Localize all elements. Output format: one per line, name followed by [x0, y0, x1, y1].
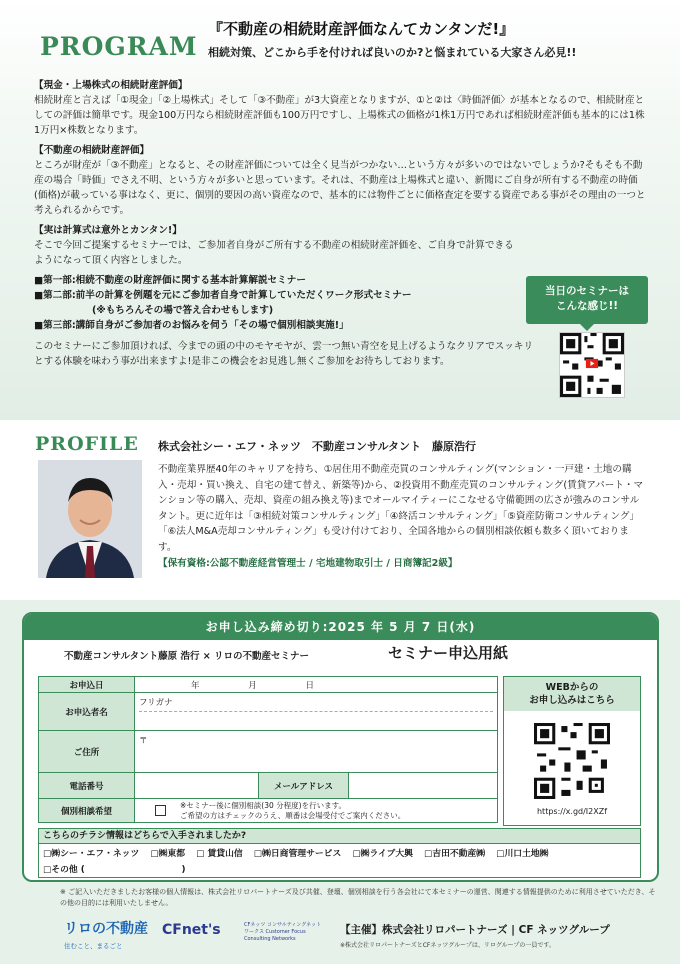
section-title: 【実は計算式は意外とカンタン!】	[34, 225, 182, 236]
furigana-label: フリガナ	[139, 696, 493, 712]
qualifications: 【保有資格:公認不動産経営管理士 / 宅地建物取引士 / 日商簿記2級】	[158, 557, 458, 569]
callout-line: こんな感じ!!	[555, 300, 619, 312]
application-form-table	[38, 676, 498, 823]
section-text: ところが財産が「③不動産」となると、その財産評価については全く見当がつかない…という方々が多いのではないでしょうか?そもそも不動産の場合「時価」でさえ不明、という方々が多いと思っています。それは、不動産は上場株式と違い、新聞にご自身が所有する不動産の時価(価格)が載っている事はなく、更に、個別的要因の高い資産なので、基本的には物件ごとに価格査定を要する資産である事がその理由の一つと考えられるからです。	[34, 160, 646, 216]
profile-text	[158, 462, 644, 571]
form-title: セミナー申込用紙	[388, 644, 509, 662]
privacy-notice: ※ ご記入いただきましたお客様の個人情報は、株式会社リロパートナーズ及び共催、登壇、個別相談を行う各会社にて本セミナーの運営、関連する情報提供のために利用させていただき、その他の目的には利用いたしません。	[60, 888, 656, 907]
address-label: ご住所	[39, 731, 135, 773]
web-heading-line: WEBからの	[545, 682, 599, 693]
sponsor: 【主催】株式会社リロパートナーズ | CF ネッツグループ	[340, 924, 610, 936]
section-title: 【不動産の相続財産評価】	[34, 145, 150, 156]
web-application-heading	[504, 677, 640, 711]
part-1: ■第一部:相続不動産の財産評価に関する基本計算解説セミナー	[34, 275, 306, 286]
web-heading-line: お申し込みはこちら	[529, 695, 615, 706]
part-3: ■第三部:講師自身がご参加者のお悩みを伺う「その場で個別相談実施!」	[34, 320, 349, 331]
source-question: こちらのチラシ情報はどちらで入手されましたか?	[38, 828, 641, 844]
seminar-preview-callout	[526, 276, 648, 324]
rilo-logo: リロの不動産	[64, 921, 148, 937]
source-option[interactable]: □㈱ライブ大興	[352, 849, 413, 859]
consultation-label: 個別相談希望	[39, 799, 135, 823]
part-2: ■第二部:前半の計算を例題を元にご参加者自身で計算していただくワーク形式セミナー	[34, 290, 412, 301]
source-options	[38, 844, 641, 878]
source-option[interactable]: □川口土地㈱	[496, 849, 549, 859]
sponsor-note: ※株式会社リロパートナーズとCFネッツグループは、リログループの一員です。	[340, 942, 555, 949]
postal-mark: 〒	[139, 736, 148, 746]
program-heading: PROGRAM	[40, 32, 198, 61]
month-label: 月	[248, 680, 257, 691]
video-qr-code-icon[interactable]	[559, 332, 625, 398]
date-label: お申込日	[39, 677, 135, 693]
closing-text: このセミナーにご参加頂ければ、今までの頭の中のモヤモヤが、雲一つ無い青空を見上げるようなクリアでスッキリとする体験を味わう事が出来ますよ!是非この機会をお見逃し無くご参加をお待ちしております。	[34, 341, 534, 367]
rilo-logo-tagline: 住むこと、まるごと	[64, 942, 123, 950]
phone-label: 電話番号	[39, 773, 135, 799]
web-qr-code-icon[interactable]	[534, 723, 610, 799]
consultation-note: ご希望の方はチェックのうえ、順番は会場受付でご案内ください。	[180, 810, 406, 820]
consultation-checkbox[interactable]	[155, 805, 166, 816]
day-label: 日	[305, 680, 314, 691]
source-option-other[interactable]: □その他 ( )	[43, 865, 186, 875]
source-option[interactable]: □㈱東都	[150, 849, 186, 859]
web-url[interactable]: https://x.gd/I2XZf	[536, 807, 608, 816]
seminar-subline: 相続対策、どこから手を付ければ良いのか?と悩まれている大家さん必見!!	[208, 46, 577, 59]
name-field[interactable]	[135, 693, 498, 731]
date-field[interactable]	[135, 677, 498, 693]
email-field[interactable]	[349, 773, 498, 799]
cfnets-logo-tagline: CFネッツ コンサルティングネットワークス Customer Focus Consulting Networks	[244, 922, 322, 942]
source-option[interactable]: □吉田不動産㈱	[424, 849, 486, 859]
section-text: 相続財産と言えば「①現金」「②上場株式」そして「③不動産」が3大資産となりますが、①と②は〈時価評価〉が基本となるので、相続財産としての評価は簡単です。現金100万円なら相続財産評価も100万円ですし、上場株式の価格が1株1万円であれば相続財産評価も基本的には1株1万円×株数となります。	[34, 95, 645, 136]
profile-title: 株式会社シー・エフ・ネッツ 不動産コンサルタント 藤原浩行	[158, 440, 477, 453]
program-body	[34, 78, 648, 374]
callout-line: 当日のセミナーは	[545, 285, 629, 297]
part-2-note: (※もちろんその場で答え合わせもします)	[92, 305, 274, 316]
consultant-photo	[38, 460, 142, 578]
email-label: メールアドレス	[259, 773, 349, 799]
profile-bio: 不動産業界歴40年のキャリアを持ち、①居住用不動産売買のコンサルティング(マンション・一戸建・土地の購入・売却・買い換え、自宅の建て替え、新築等)から、②投資用不動産売買のコンサルティング(賃貸アパート・マンション等の購入、売却、資産の組み換え等)までオールマイティーにこなせる守備範囲の広さが強みのコンサルタント。更に近年は「③相続対策コンサルティング」「④終活コンサルティング」「⑤資産防衛コンサルティング」「⑥法人M&A売却コンサルティング」も受け付けており、全国各地からの個別相談依頼も数多く頂いております。	[158, 464, 644, 553]
form-subtitle: 不動産コンサルタント藤原 浩行 × リロの不動産セミナー	[64, 651, 310, 662]
phone-field[interactable]	[135, 773, 259, 799]
seminar-headline: 『不動産の相続財産評価なんてカンタンだ!』	[208, 20, 515, 38]
source-option[interactable]: □㈱日商管理サービス	[253, 849, 342, 859]
web-application-box	[503, 676, 641, 826]
consultation-field	[135, 799, 498, 823]
deadline-banner: お申し込み締め切り:2025 年 5 月 7 日(水)	[24, 614, 657, 640]
cfnets-logo: CFnet's	[162, 922, 221, 938]
section-text: そこで今回ご提案するセミナーでは、ご参加者自身がご所有する不動産の相続財産評価を、ご自身で計算できるようになって頂く内容としました。	[34, 240, 514, 266]
address-field[interactable]	[135, 731, 498, 773]
consultation-note: ※セミナー後に個別相談(30 分程度)を行います。	[180, 800, 346, 810]
year-label: 年	[191, 680, 200, 691]
section-title: 【現金・上場株式の相続財産評価】	[34, 80, 188, 91]
profile-heading: PROFILE	[35, 433, 139, 455]
name-label: お申込者名	[39, 693, 135, 731]
source-option[interactable]: □ 賃貸山信	[196, 849, 243, 859]
source-option[interactable]: □㈱シー・エフ・ネッツ	[43, 849, 140, 859]
